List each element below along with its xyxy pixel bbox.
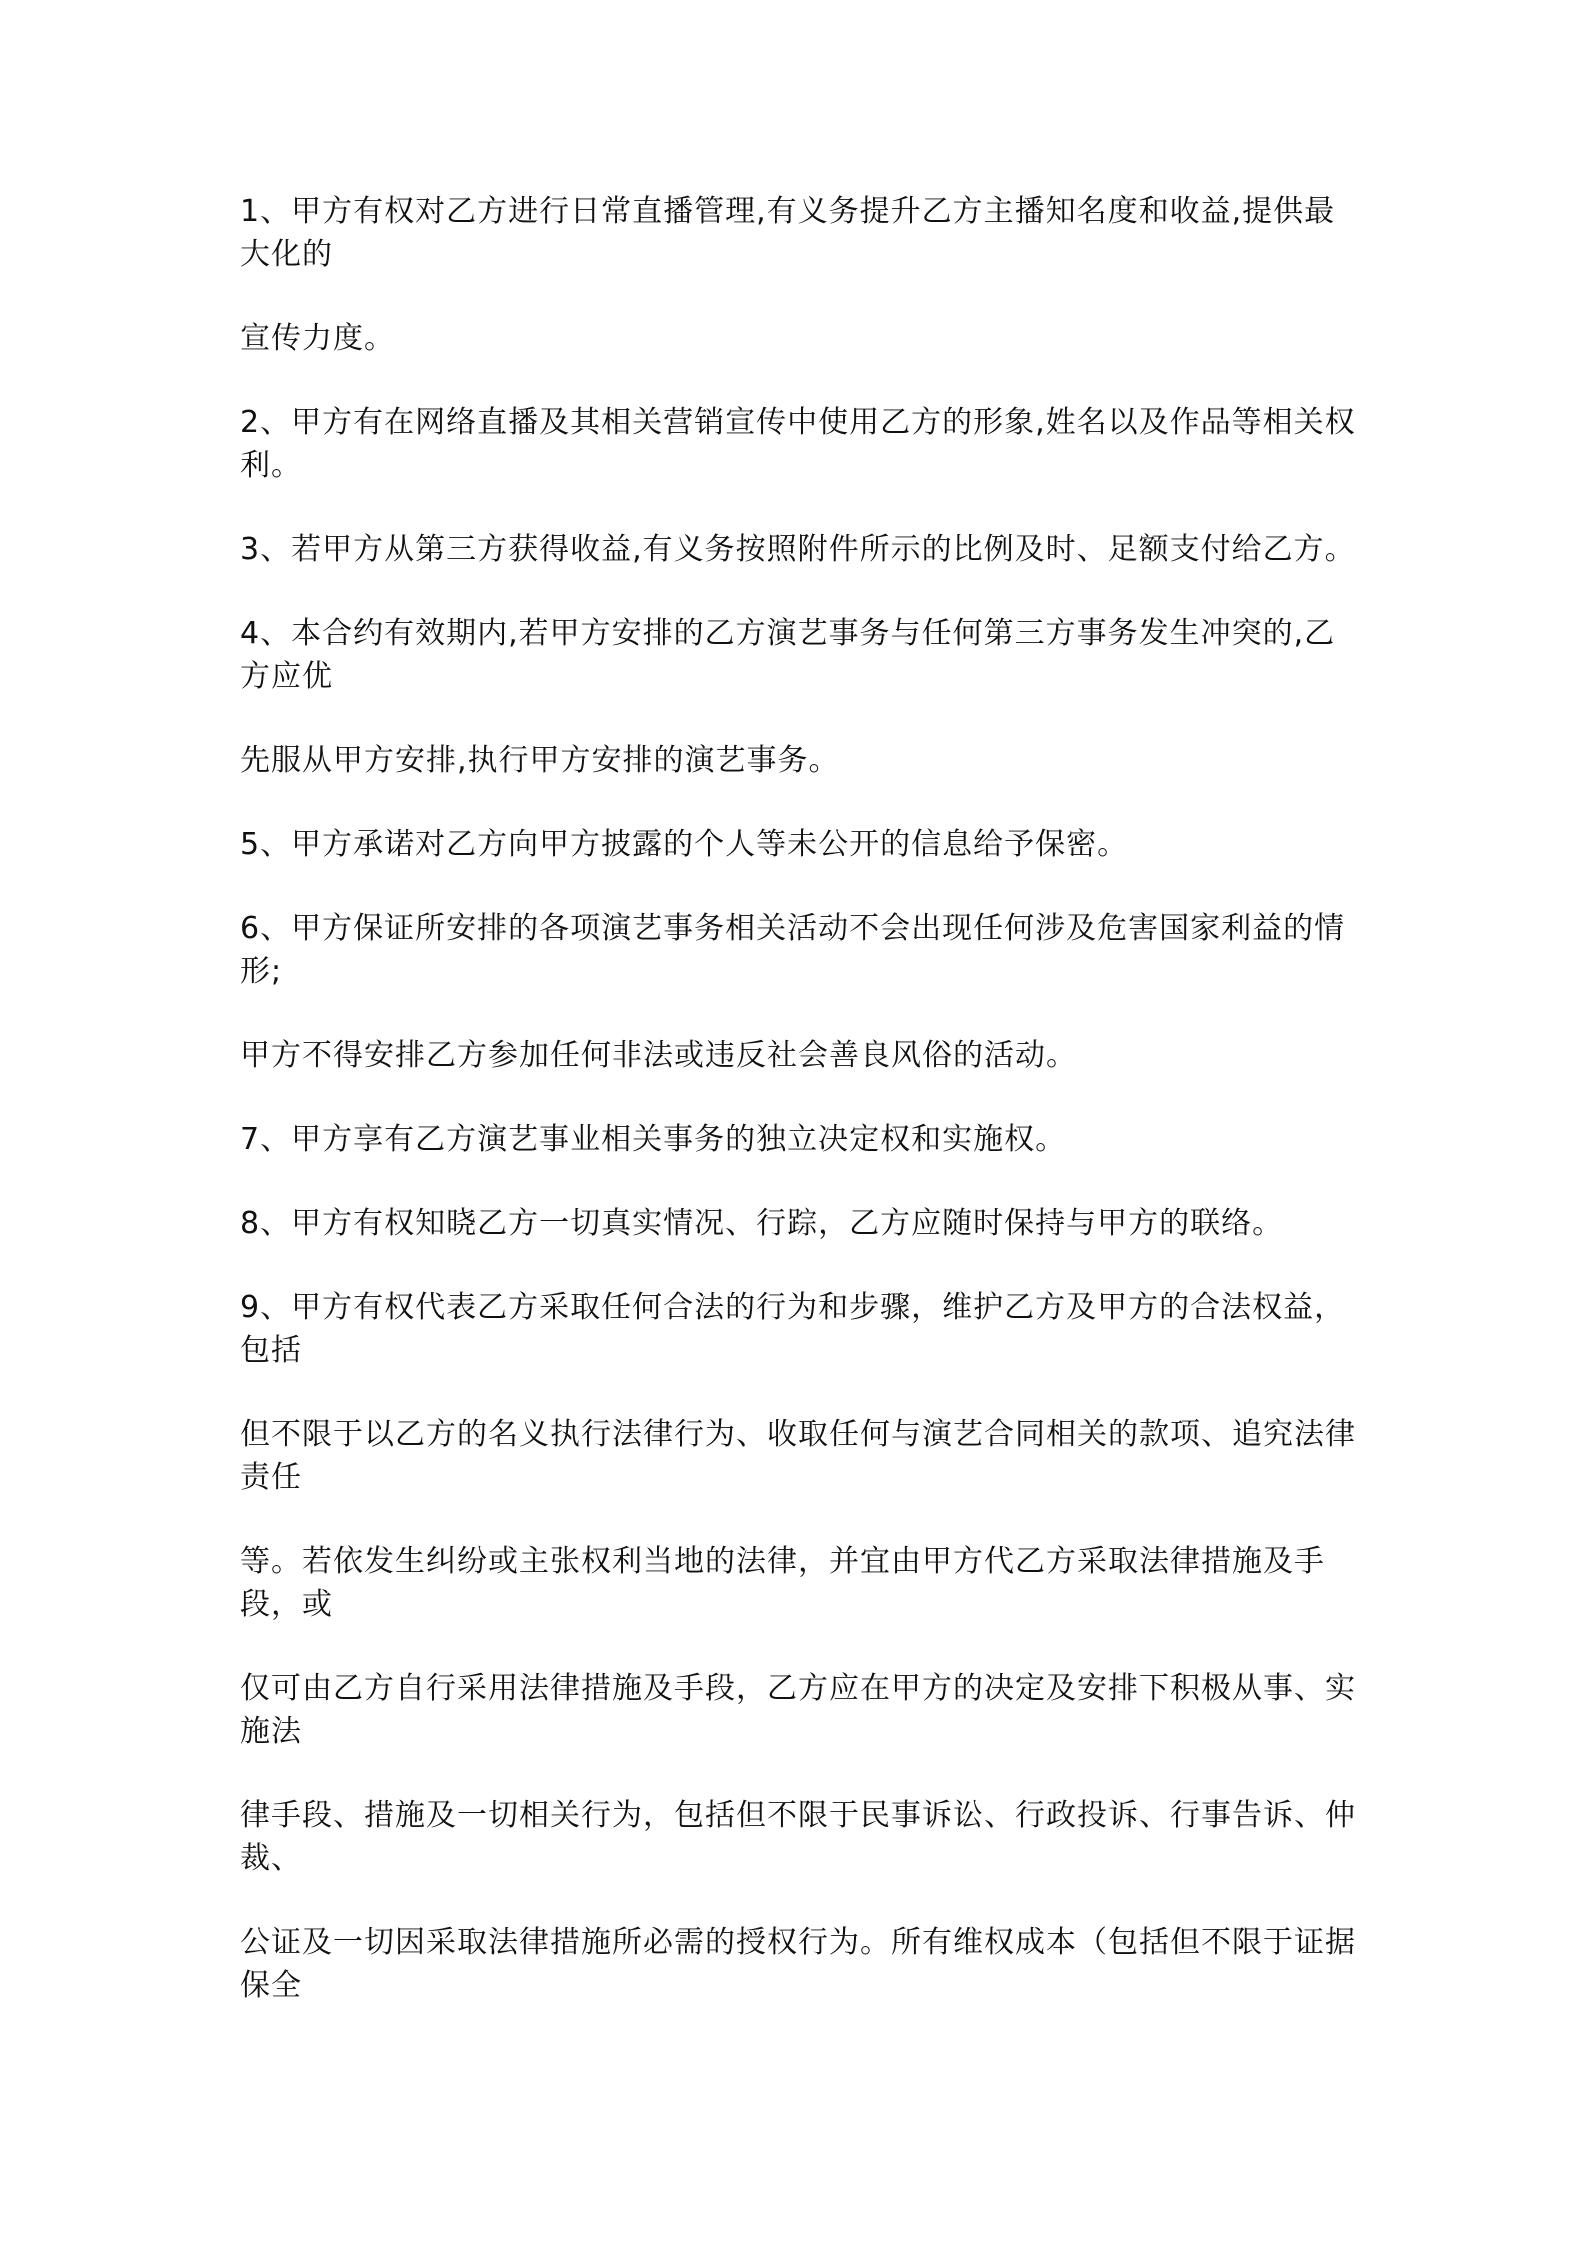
paragraph-1: 1、甲方有权对乙方进行日常直播管理,有义务提升乙方主播知名度和收益,提供最大化的 bbox=[240, 194, 1336, 272]
paragraph-12: 9、甲方有权代表乙方采取任何合法的行为和步骤，维护乙方及甲方的合法权益，包括 bbox=[240, 1290, 1346, 1368]
paragraph-5: 4、本合约有效期内,若甲方安排的乙方演艺事务与任何第三方事务发生冲突的,乙方应优 bbox=[240, 616, 1336, 694]
paragraph-3: 2、甲方有在网络直播及其相关营销宣传中使用乙方的形象,姓名以及作品等相关权利。 bbox=[240, 405, 1356, 483]
paragraph-4: 3、若甲方从第三方获得收益,有义务按照附件所示的比例及时、足额支付给乙方。 bbox=[240, 532, 1356, 567]
paragraph-2: 宣传力度。 bbox=[240, 321, 395, 356]
paragraph-8: 6、甲方保证所安排的各项演艺事务相关活动不会出现任何涉及危害国家利益的情形; bbox=[240, 911, 1346, 989]
document-body bbox=[240, 190, 1360, 2048]
paragraph-13: 但不限于以乙方的名义执行法律行为、收取任何与演艺合同相关的款项、追究法律责任 bbox=[240, 1417, 1356, 1495]
paragraph-15: 仅可由乙方自行采用法律措施及手段，乙方应在甲方的决定及安排下积极从事、实施法 bbox=[240, 1671, 1356, 1749]
paragraph-14: 等。若依发生纠纷或主张权利当地的法律，并宜由甲方代乙方采取法律措施及手段，或 bbox=[240, 1544, 1325, 1622]
paragraph-17: 公证及一切因采取法律措施所必需的授权行为。所有维权成本（包括但不限于证据保全 bbox=[240, 1925, 1356, 2003]
paragraph-16: 律手段、措施及一切相关行为，包括但不限于民事诉讼、行政投诉、行事告诉、仲裁、 bbox=[240, 1798, 1356, 1876]
paragraph-7: 5、甲方承诺对乙方向甲方披露的个人等未公开的信息给予保密。 bbox=[240, 827, 1129, 862]
paragraph-11: 8、甲方有权知晓乙方一切真实情况、行踪，乙方应随时保持与甲方的联络。 bbox=[240, 1206, 1284, 1241]
paragraph-9: 甲方不得安排乙方参加任何非法或违反社会善良风俗的活动。 bbox=[240, 1038, 1077, 1073]
paragraph-10: 7、甲方享有乙方演艺事业相关事务的独立决定权和实施权。 bbox=[240, 1122, 1067, 1157]
paragraph-6: 先服从甲方安排,执行甲方安排的演艺事务。 bbox=[240, 743, 840, 778]
